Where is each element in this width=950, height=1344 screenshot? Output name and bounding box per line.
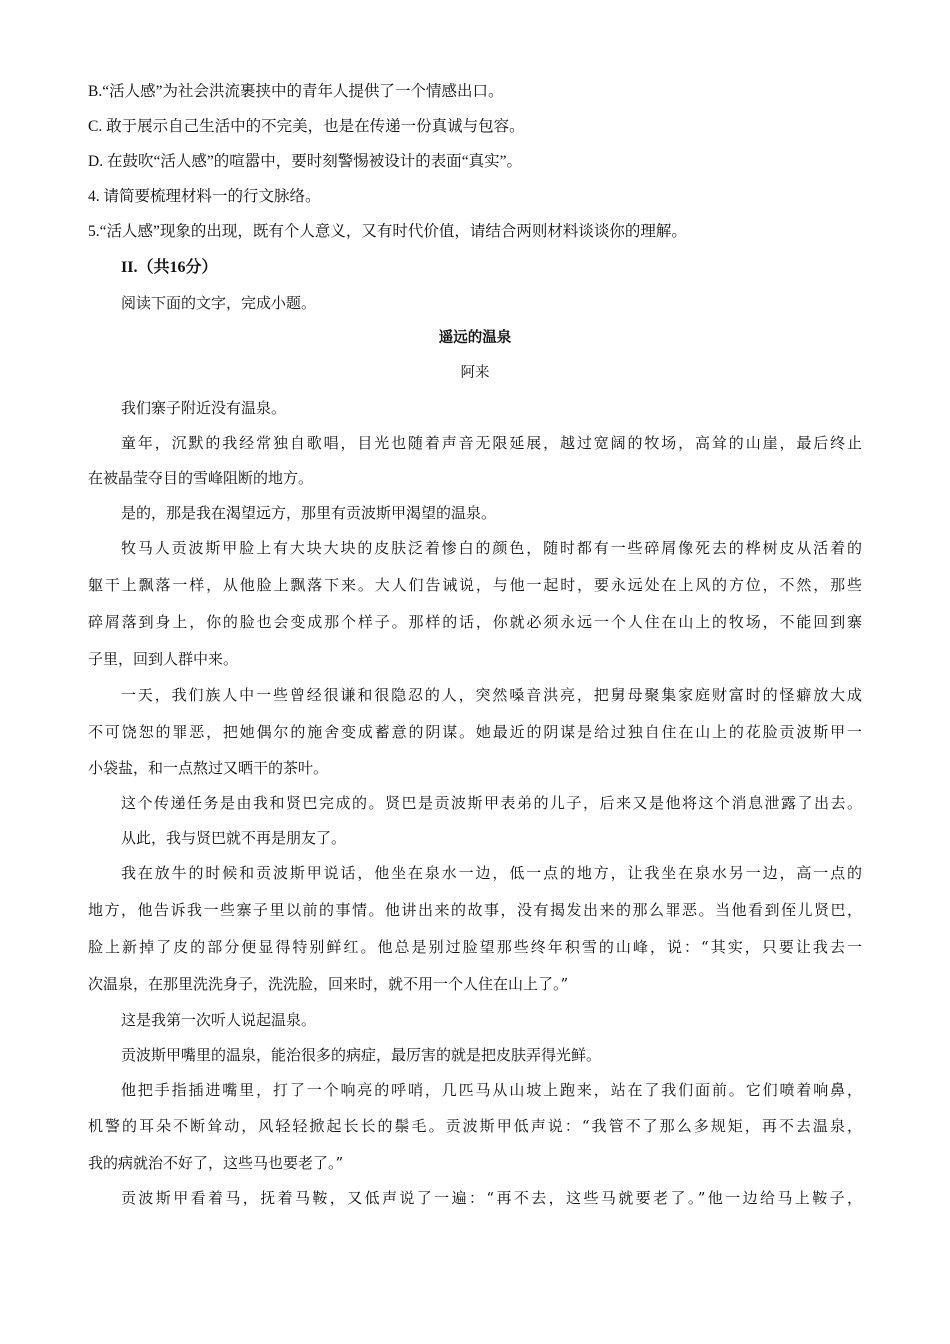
article-line: 不可饶恕的罪恶，把她偶尔的施舍变成蓄意的阴谋。她最近的阴谋是给过独自住在山上的花脸贡波斯甲一 [88, 723, 862, 741]
section-heading: II.（共16分） [121, 259, 218, 276]
article-line: 我的病就治不好了，这些马也要老了。” [88, 1154, 344, 1172]
article-line: 子里，回到人群中来。 [88, 650, 239, 668]
article-line: 童年，沉默的我经常独自歌唱，目光也随着声音无限延展，越过宽阔的牧场，高耸的山崖，最后终止 [121, 434, 862, 452]
article-line: 这个传递任务是由我和贤巴完成的。贤巴是贡波斯甲表弟的儿子，后来又是他将这个消息泄露了出去。 [121, 794, 862, 812]
article-author: 阿来 [460, 365, 490, 381]
article-line: 躯干上飘落一样，从他脸上飘落下来。大人们告诫说，与他一起时，要永远处在上风的方位，不然，那些 [88, 576, 862, 594]
article-line: 是的，那是我在渴望远方，那里有贡波斯甲渴望的温泉。 [121, 504, 497, 522]
question-5: 5.“活人感”现象的出现，既有个人意义，又有时代价值，请结合两则材料谈谈你的理解。 [88, 223, 687, 240]
article-line: 次温泉，在那里洗洗身子，洗洗脸，回来时，就不用一个人住在山上了。” [88, 975, 569, 993]
article-line: 小袋盐，和一点熬过又晒干的茶叶。 [88, 759, 329, 777]
article-line: 脸上新掉了皮的部分便显得特别鲜红。他总是别过脸望那些终年积雪的山峰，说：“其实，只要让我去一 [88, 938, 862, 956]
article-line: 我在放牛的时候和贡波斯甲说话，他坐在泉水一边，低一点的地方，让我坐在泉水另一边，高一点的 [121, 864, 862, 882]
article-line: 碎屑落到身上，你的脸也会变成那个样子。那样的话，你就必须永远一个人住在山上的牧场，不能回到寨 [88, 613, 862, 631]
option-c: C. 敢于展示自己生活中的不完美，也是在传递一份真诚与包容。 [88, 118, 525, 135]
article-line: 一天，我们族人中一些曾经很谦和很隐忍的人，突然嗓音洪亮，把舅母聚集家庭财富时的怪癖放大成 [121, 686, 862, 704]
article-line: 牧马人贡波斯甲脸上有大块大块的皮肤泛着惨白的颜色，随时都有一些碎屑像死去的桦树皮从活着的 [121, 539, 862, 557]
article-line: 贡波斯甲看着马，抚着马鞍，又低声说了一遍：“再不去，这些马就要老了。”他一边给马上鞍子， [121, 1189, 862, 1207]
question-4: 4. 请简要梳理材料一的行文脉络。 [88, 188, 321, 205]
section-instruction: 阅读下面的文字，完成小题。 [121, 294, 317, 312]
article-line: 贡波斯甲嘴里的温泉，能治很多的病症，最厉害的就是把皮肤弄得光鲜。 [121, 1046, 602, 1064]
option-d: D. 在鼓吹“活人感”的喧嚣中，要时刻警惕被设计的表面“真实”。 [88, 153, 522, 170]
article-line: 从此，我与贤巴就不再是朋友了。 [121, 829, 347, 847]
article-line: 他把手指插进嘴里，打了一个响亮的呼哨，几匹马从山坡上跑来，站在了我们面前。它们喷着响鼻， [121, 1081, 862, 1099]
article-line: 机警的耳朵不断耸动，风轻轻掀起长长的鬃毛。贡波斯甲低声说：“我管不了那么多规矩，再不去温泉， [88, 1117, 862, 1135]
option-b: B.“活人感”为社会洪流裹挟中的青年人提供了一个情感出口。 [88, 83, 504, 100]
article-title: 遥远的温泉 [438, 329, 512, 346]
article-line: 在被晶莹夺目的雪峰阻断的地方。 [88, 469, 314, 487]
article-line: 地方，他告诉我一些寨子里以前的事情。他讲出来的故事，没有揭发出来的那么罪恶。当他看到侄儿贤巴， [88, 901, 862, 919]
article-line: 这是我第一次听人说起温泉。 [121, 1011, 317, 1029]
article-line: 我们寨子附近没有温泉。 [121, 399, 287, 417]
